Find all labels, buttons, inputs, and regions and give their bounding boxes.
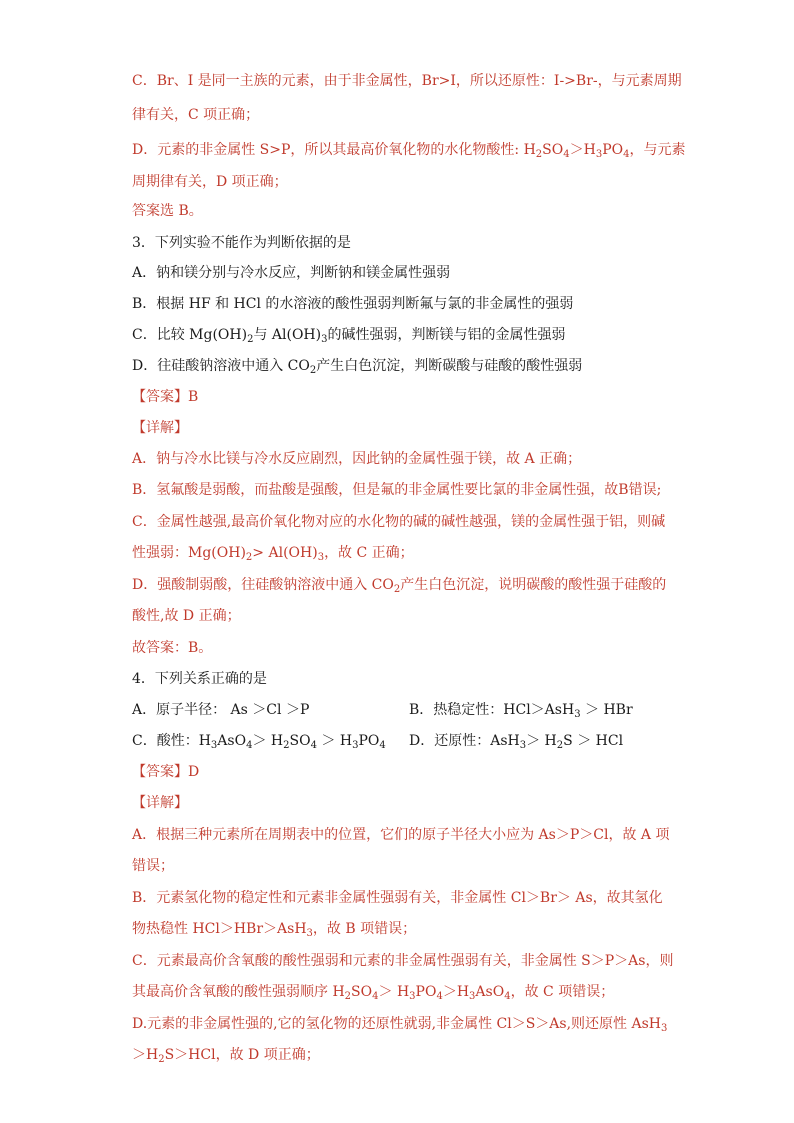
q4-explanation-c-line1: C．元素最高价含氧酸的酸性强弱和元素的非金属性强弱有关，非金属性 S＞P＞As，则	[132, 953, 674, 969]
q3-option-a: A．钠和镁分别与冷水反应，判断钠和镁金属性强弱	[132, 265, 451, 281]
q2-option-d-explanation-line2: 周期律有关，D 项正确；	[132, 174, 288, 190]
q3-explanation-c-line2: 性强弱：$Mg(OH)_2> Al(OH)_3$，故 C 正确；	[132, 545, 414, 563]
q4-explanation-b-line2: 物热稳性 HCl＞HBr＞AsH$_3$，故 B 项错误；	[132, 921, 417, 939]
q3-answer: 【答案】B	[132, 389, 199, 405]
q3-option-c: C．比较 $Mg(OH)_2$与 $Al(OH)_3$的碱性强弱，判断镁与铝的金属性强弱	[132, 327, 566, 345]
q4-option-b: B．热稳定性：HCl＞AsH$_3$ ＞ HBr	[409, 702, 633, 720]
q4-explanation-a-line1: A．根据三种元素所在周期表中的位置，它们的原子半径大小应为 As＞P＞Cl，故 A 项	[132, 827, 670, 843]
q3-option-d: D．往硅酸钠溶液中通入 $CO_2$产生白色沉淀，判断碳酸与硅酸的酸性强弱	[132, 358, 583, 376]
q3-explanation-d-line2: 酸性,故 D 正确；	[132, 608, 241, 624]
q4-explanation-d-line1: D.元素的非金属性强的,它的氢化物的还原性就弱,非金属性 Cl＞S＞As,则还原性 AsH$_3$	[132, 1016, 668, 1034]
q3-explanation-c-line1: C．金属性越强,最高价氧化物对应的水化物的碱的碱性越强，镁的金属性强于铝，则碱	[132, 514, 666, 530]
q3-option-b: B．根据 HF 和 HCl 的水溶液的酸性强弱判断氟与氯的非金属性的强弱	[132, 296, 574, 312]
q3-stem: 3．下列实验不能作为判断依据的是	[132, 235, 351, 251]
q3-explanation-b: B．氢氟酸是弱酸，而盐酸是强酸，但是氟的非金属性要比氯的非金属性强，故B错误;	[132, 482, 662, 498]
q4-stem: 4．下列关系正确的是	[132, 671, 267, 687]
q4-option-d: D．还原性：$AsH_3> H_2S$ ＞ HCl	[409, 733, 624, 751]
q2-option-c-explanation-line1: C．Br、I 是同一主族的元素，由于非金属性，Br>I，所以还原性：I->Br-，与元素周期	[132, 73, 682, 89]
q4-explanation-b-line1: B．元素氢化物的稳定性和元素非金属性强弱有关，非金属性 Cl＞Br＞ As，故其氢化	[132, 890, 663, 906]
q2-answer-choice: 答案选 B。	[132, 203, 203, 219]
q4-option-c: C．酸性：$H_3AsO_4> H_2SO_4 > H_3PO_4$	[132, 733, 386, 751]
q4-explanation-d-line2: $>H_2S>HCl$，故 D 项正确；	[132, 1047, 320, 1065]
q4-detail-label: 【详解】	[132, 795, 188, 811]
q3-detail-label: 【详解】	[132, 420, 188, 436]
q3-explanation-a: A．钠与冷水比镁与冷水反应剧烈，因此钠的金属性强于镁，故 A 正确；	[132, 451, 582, 467]
q3-final-answer: 故答案：B。	[132, 640, 213, 656]
q4-explanation-a-line2: 错误；	[132, 858, 174, 874]
q3-explanation-d-line1: D．强酸制弱酸，往硅酸钠溶液中通入 $CO_2$产生白色沉淀，说明碳酸的酸性强于硅酸的	[132, 577, 667, 595]
q4-option-a: A．原子半径： As ＞Cl ＞P	[132, 702, 310, 718]
q2-option-c-explanation-line2: 律有关，C 项正确；	[132, 107, 260, 123]
q4-explanation-c-line2: 其最高价含氧酸的酸性强弱顺序 $H_2SO_4> H_3PO_4>H_3AsO_4$，故 C 项错误；	[132, 984, 615, 1002]
q2-option-d-explanation-line1: D．元素的非金属性 S>P，所以其最高价氧化物的水化物酸性: $H_2SO_4>H_3PO_4$，与元素	[132, 142, 686, 160]
q4-answer: 【答案】D	[132, 764, 200, 780]
